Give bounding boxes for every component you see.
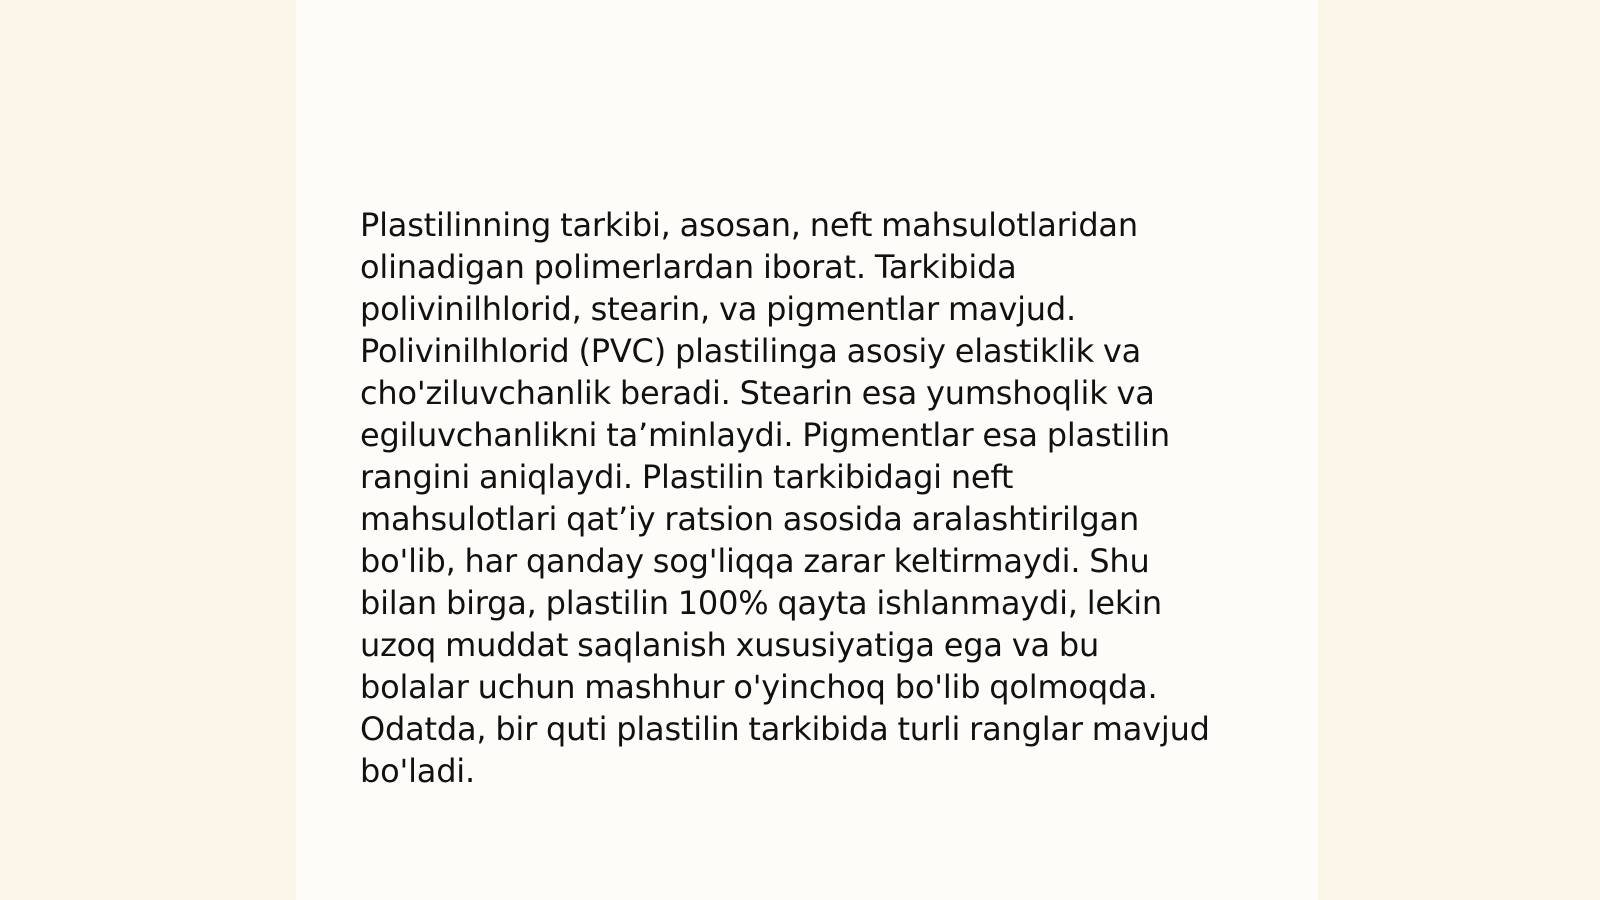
paragraph-line: bo'ladi. xyxy=(360,752,475,790)
paragraph-line: bo'lib, har qanday sog'liqqa zarar keltirmaydi. Shu xyxy=(360,542,1150,580)
paragraph-line: rangini aniqlaydi. Plastilin tarkibidagi neft xyxy=(360,458,1014,496)
paragraph-line: cho'ziluvchanlik beradi. Stearin esa yumshoqlik va xyxy=(360,374,1155,412)
paragraph-line: polivinilhlorid, stearin, va pigmentlar mavjud. xyxy=(360,290,1076,328)
paragraph-line: Plastilinning tarkibi, asosan, neft mahsulotlaridan xyxy=(360,206,1138,244)
paragraph-line: uzoq muddat saqlanish xususiyatiga ega va bu xyxy=(360,626,1100,664)
paragraph-line: bilan birga, plastilin 100% qayta ishlanmaydi, lekin xyxy=(360,584,1162,622)
slide-canvas xyxy=(296,0,1318,900)
paragraph-line: Odatda, bir quti plastilin tarkibida turli ranglar mavjud xyxy=(360,710,1210,748)
paragraph-line: egiluvchanlikni ta’minlaydi. Pigmentlar esa plastilin xyxy=(360,416,1170,454)
paragraph-line: olinadigan polimerlardan iborat. Tarkibida xyxy=(360,248,1017,286)
paragraph-line: Polivinilhlorid (PVC) plastilinga asosiy elastiklik va xyxy=(360,332,1142,370)
paragraph-line: mahsulotlari qat’iy ratsion asosida aralashtirilgan xyxy=(360,500,1140,538)
paragraph-line: bolalar uchun mashhur o'yinchoq bo'lib qolmoqda. xyxy=(360,668,1158,706)
body-paragraph xyxy=(360,204,1260,792)
